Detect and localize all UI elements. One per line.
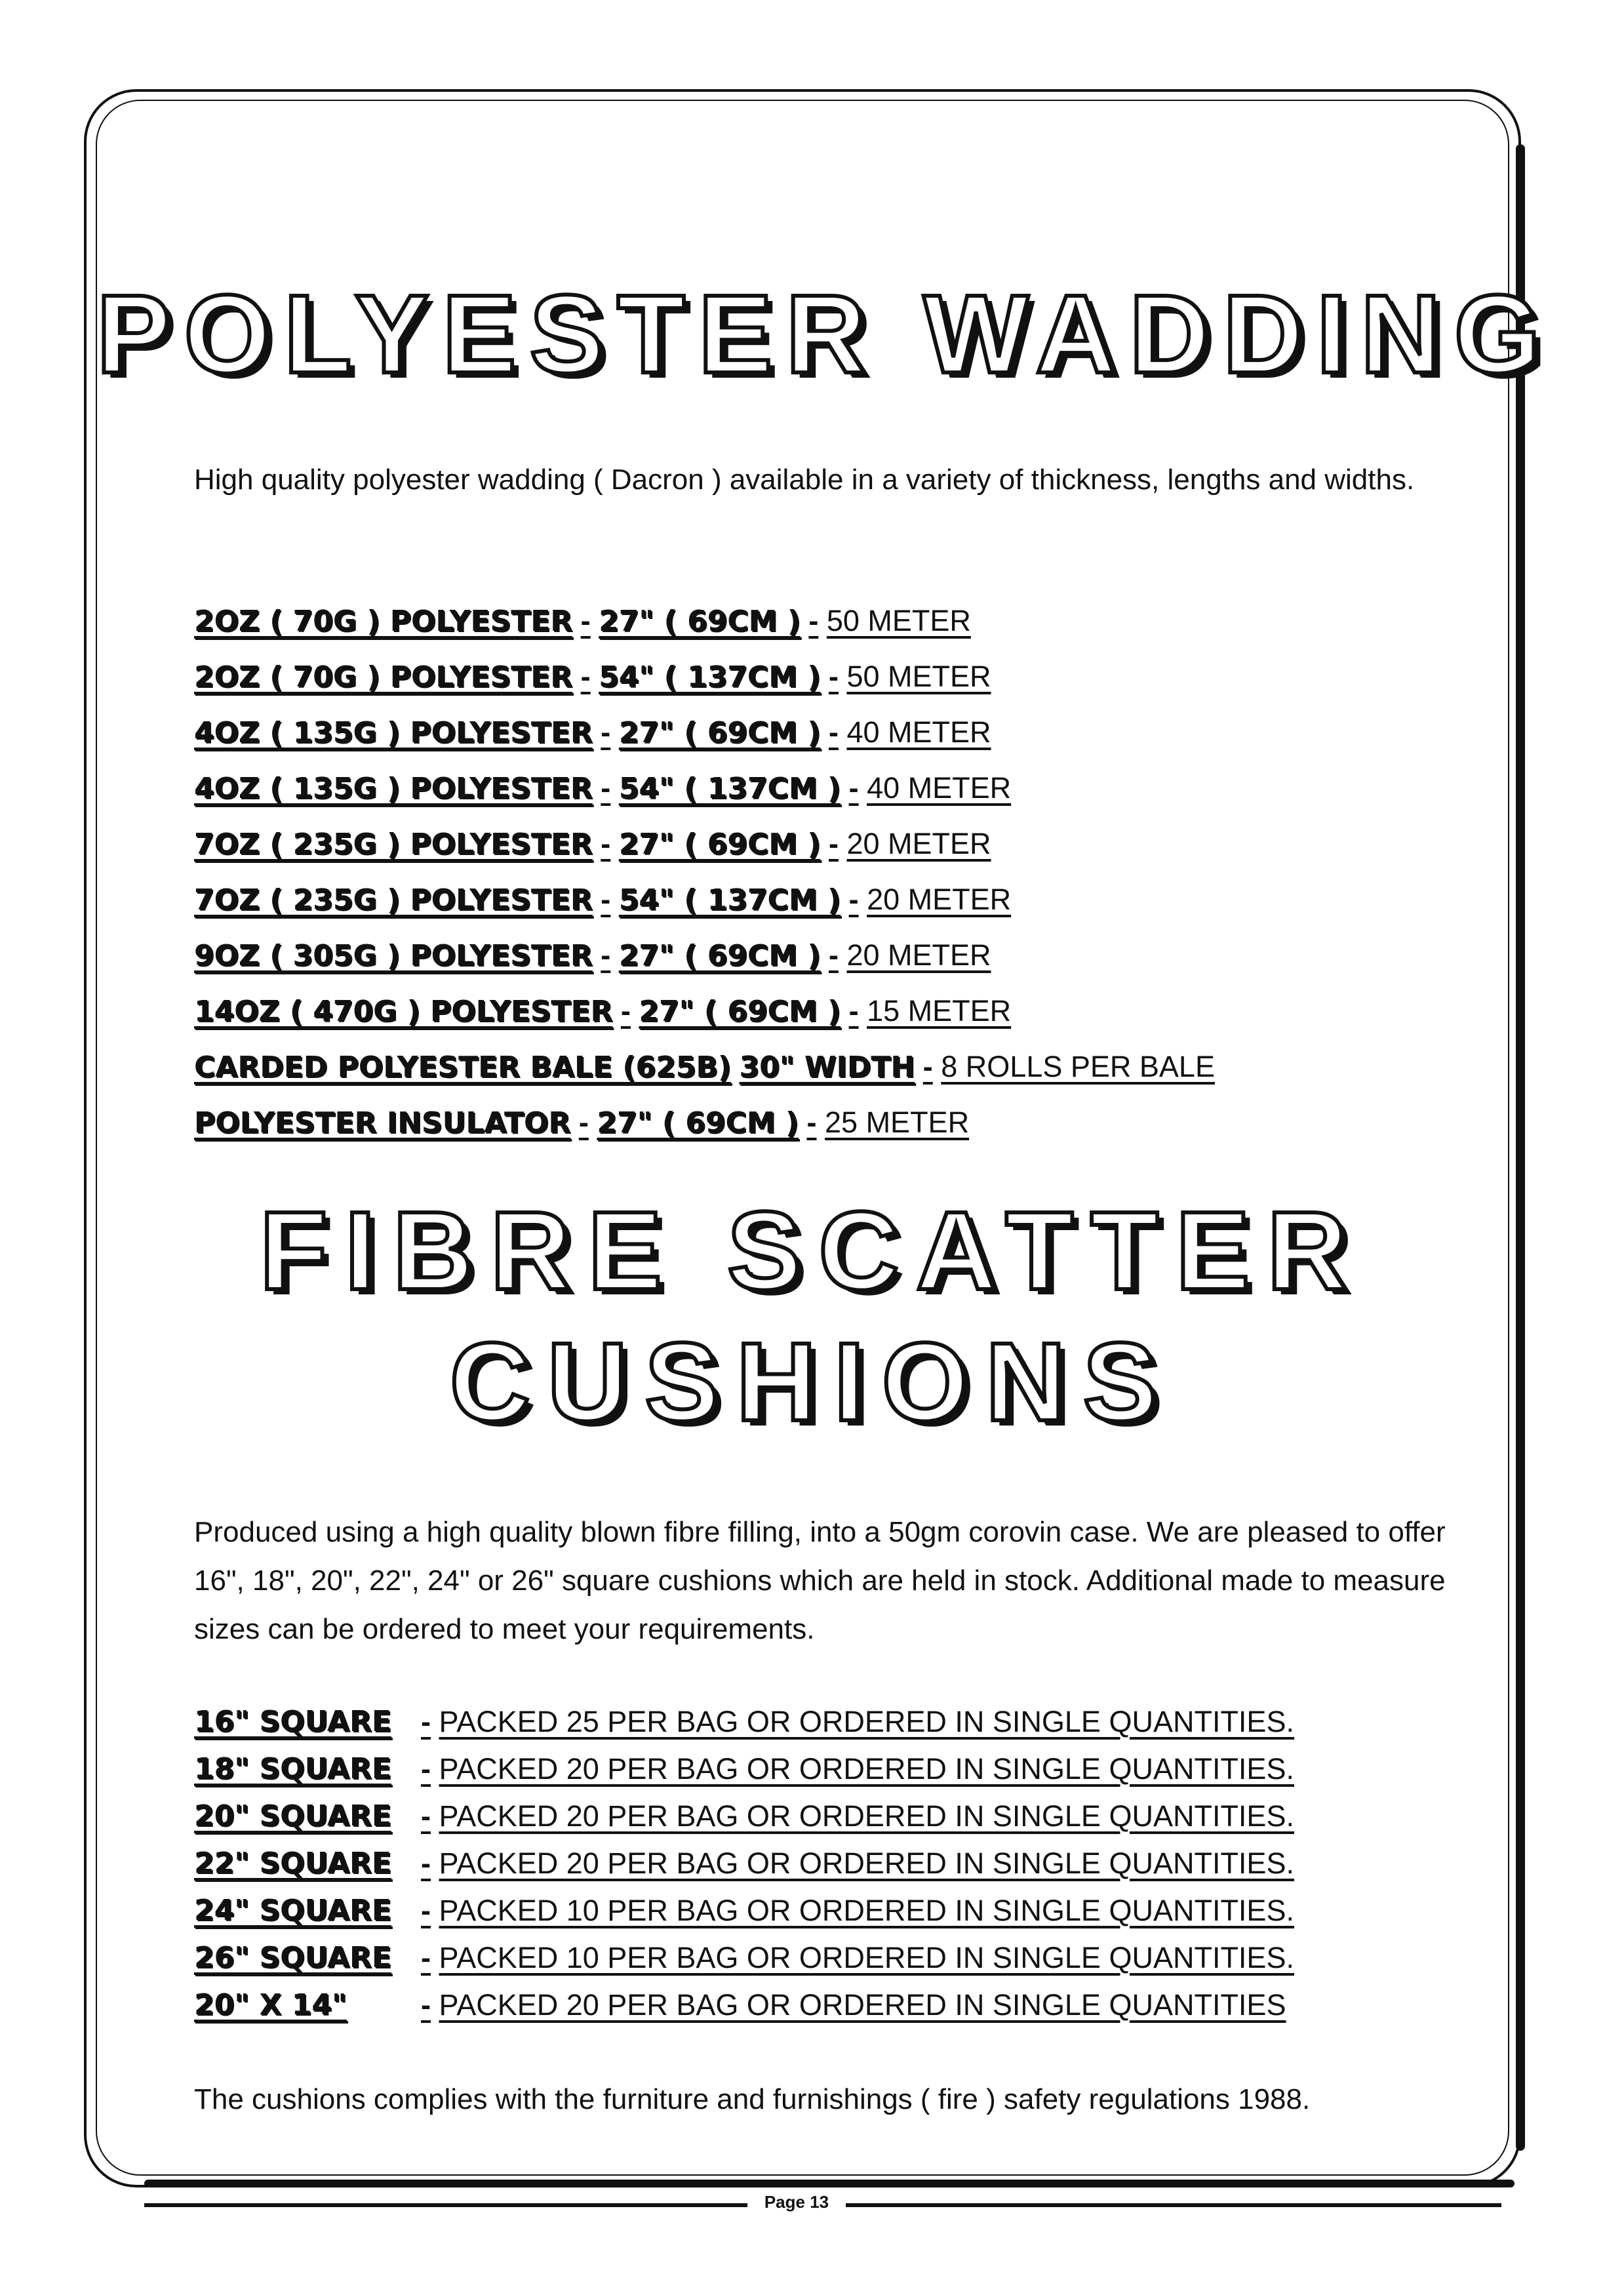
list-item: 18" SQUARE - PACKED 20 PER BAG OR ORDERED IN SINGLE QUANTITIES. bbox=[194, 1752, 1294, 1786]
title-fibre-scatter: FIBRE SCATTER bbox=[259, 1189, 1365, 1313]
list-item: 4OZ ( 135G ) POLYESTER - 27" ( 69CM ) - 40 METER bbox=[194, 715, 991, 749]
list-item: 20" X 14" - PACKED 20 PER BAG OR ORDERED IN SINGLE QUANTITIES bbox=[194, 1988, 1286, 2022]
cushion-list bbox=[194, 1698, 1479, 2029]
list-item: 7OZ ( 235G ) POLYESTER - 27" ( 69CM ) - 20 METER bbox=[194, 827, 991, 861]
list-item: 16" SQUARE - PACKED 25 PER BAG OR ORDERED IN SINGLE QUANTITIES. bbox=[194, 1705, 1294, 1738]
list-item: 9OZ ( 305G ) POLYESTER - 27" ( 69CM ) - 20 METER bbox=[194, 938, 991, 972]
footer-rule-right bbox=[846, 2203, 1501, 2207]
list-item: 4OZ ( 135G ) POLYESTER - 54" ( 137CM ) - 40 METER bbox=[194, 771, 1012, 805]
list-item: CARDED POLYESTER BALE (625B) 30" WIDTH - 8 ROLLS PER BALE bbox=[194, 1050, 1215, 1084]
border-shadow-right bbox=[1516, 144, 1525, 2151]
list-item: 7OZ ( 235G ) POLYESTER - 54" ( 137CM ) - 20 METER bbox=[194, 883, 1012, 917]
list-item: 14OZ ( 470G ) POLYESTER - 27" ( 69CM ) - 15 METER bbox=[194, 994, 1012, 1028]
border-shadow-bottom bbox=[144, 2180, 1515, 2187]
list-item: 2OZ ( 70G ) POLYESTER - 54" ( 137CM ) - 50 METER bbox=[194, 660, 991, 694]
page-number: Page 13 bbox=[754, 2192, 839, 2212]
list-item: 24" SQUARE - PACKED 10 PER BAG OR ORDERED IN SINGLE QUANTITIES. bbox=[194, 1894, 1294, 1927]
footer-rule-left bbox=[144, 2203, 747, 2207]
title-polyester-wadding: POLYESTER WADDING bbox=[96, 272, 1554, 397]
cushions-intro: Produced using a high quality blown fibre filling, into a 50gm corovin case. We are pleased to offer 16", 18", 20", 22", 24" or 26" square cushions which are held in stock. Additional made to measure sizes can be ordered to meet your requirements. bbox=[194, 1516, 1446, 1645]
title-cushions: CUSHIONS bbox=[449, 1320, 1175, 1445]
compliance-note: The cushions complies with the furniture and furnishings ( fire ) safety regulations 1988. bbox=[194, 2083, 1311, 2115]
list-item: 2OZ ( 70G ) POLYESTER - 27" ( 69CM ) - 50 METER bbox=[194, 604, 971, 638]
list-item: 26" SQUARE - PACKED 10 PER BAG OR ORDERED IN SINGLE QUANTITIES. bbox=[194, 1941, 1294, 1974]
list-item: 20" SQUARE - PACKED 20 PER BAG OR ORDERED IN SINGLE QUANTITIES. bbox=[194, 1799, 1294, 1833]
wadding-list bbox=[194, 593, 1479, 1151]
wadding-intro: High quality polyester wadding ( Dacron ) available in a variety of thickness, lengths and widths. bbox=[194, 464, 1415, 496]
list-item: POLYESTER INSULATOR - 27" ( 69CM ) - 25 METER bbox=[194, 1106, 970, 1140]
list-item: 22" SQUARE - PACKED 20 PER BAG OR ORDERED IN SINGLE QUANTITIES. bbox=[194, 1846, 1294, 1880]
